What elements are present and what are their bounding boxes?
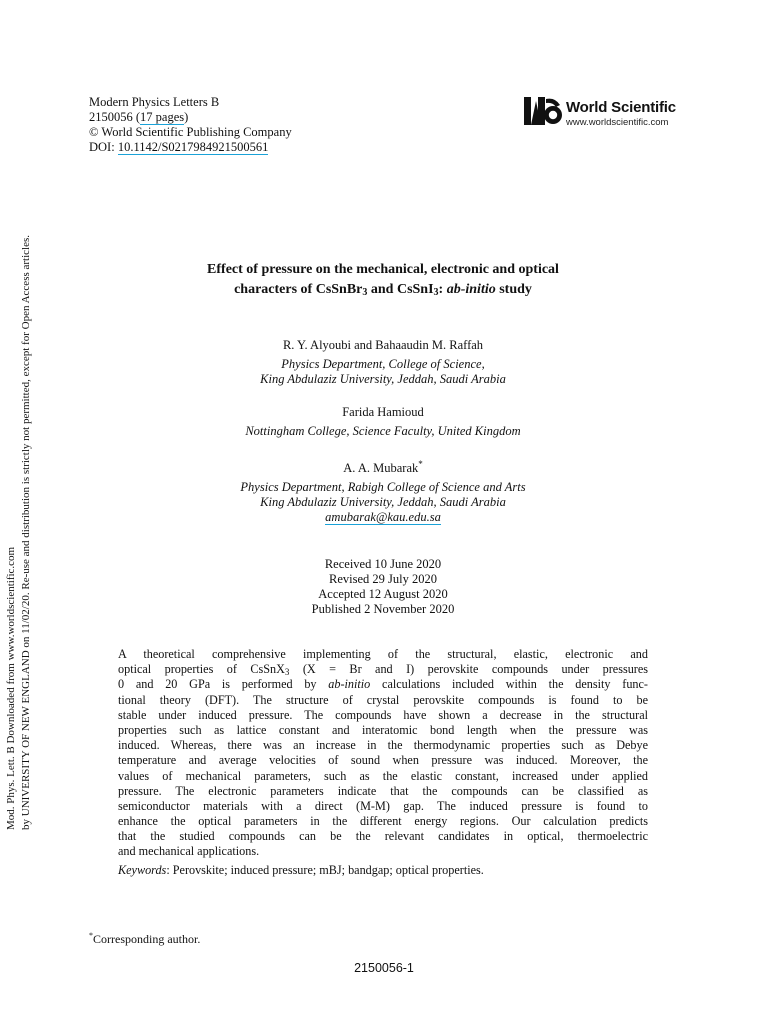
title-subscript-1: 3 bbox=[362, 287, 368, 298]
title-italic: ab-initio bbox=[446, 282, 496, 297]
pages-close-paren: ) bbox=[184, 110, 189, 124]
title-text-c: : bbox=[438, 282, 447, 297]
abstract-line: that the studied compounds can be the relevant candidates in optical, thermoelectric bbox=[118, 829, 648, 844]
author-group-3 bbox=[100, 457, 666, 525]
publication-dates bbox=[100, 557, 666, 617]
revised-date: Revised 29 July 2020 bbox=[329, 572, 437, 586]
publisher-url[interactable]: www.worldscientific.com bbox=[566, 117, 669, 128]
corresponding-marker: * bbox=[418, 459, 423, 469]
doi-label: DOI: bbox=[89, 140, 118, 154]
title-line-1: Effect of pressure on the mechanical, electronic and optical bbox=[207, 262, 559, 277]
abstract-line bbox=[118, 677, 648, 692]
keywords bbox=[118, 863, 484, 878]
download-notice bbox=[4, 180, 34, 830]
doi-line bbox=[89, 140, 292, 155]
keywords-label: Keywords bbox=[118, 863, 167, 877]
title-line-2 bbox=[100, 280, 666, 300]
title-text-a: characters of CsSnBr bbox=[234, 282, 363, 297]
abstract-line: temperature and average velocities of sound when pressure was induced. Moreover, the bbox=[118, 753, 648, 768]
abstract-line: enhance the optical parameters in the different energy regions. Our calculation predicts bbox=[118, 814, 648, 829]
abstract-line: induced. Whereas, there was an increase in the thermodynamic properties such as Debye bbox=[118, 738, 648, 753]
title-text-d: study bbox=[495, 282, 532, 297]
abstract-text: calculations included within the density func- bbox=[370, 677, 648, 692]
footnote bbox=[89, 928, 200, 947]
affiliation-line: Nottingham College, Science Faculty, United Kingdom bbox=[245, 424, 521, 438]
abstract-text: optical properties of CsSnX bbox=[118, 662, 285, 677]
footnote-marker: * bbox=[89, 931, 93, 940]
footnote-text: Corresponding author. bbox=[93, 932, 201, 946]
abstract-subscript: 3 bbox=[284, 667, 290, 678]
article-number: 2150056 bbox=[89, 110, 133, 124]
abstract-line: tional theory (DFT). The structure of crystal perovskite compounds is found to be bbox=[118, 692, 648, 707]
page-number: 2150056-1 bbox=[354, 961, 414, 975]
accepted-date: Accepted 12 August 2020 bbox=[318, 587, 448, 601]
article-number-line bbox=[89, 110, 292, 125]
author-names-line bbox=[100, 457, 666, 476]
affiliation-line: Physics Department, College of Science, bbox=[281, 357, 485, 371]
doi-link[interactable]: 10.1142/S0217984921500561 bbox=[117, 140, 269, 154]
keywords-separator: : bbox=[166, 863, 173, 877]
copyright-icon: © bbox=[89, 125, 99, 139]
pages-count-link[interactable]: 17 pages bbox=[140, 110, 185, 124]
abstract-line: and mechanical applications. bbox=[118, 844, 260, 859]
abstract-line bbox=[118, 662, 648, 677]
title-text-b: and CsSnI bbox=[367, 282, 434, 297]
abstract-text: (X = Br and I) perovskite compounds under pressures bbox=[289, 662, 648, 677]
abstract-line: A theoretical comprehensive implementing of the structural, elastic, electronic and bbox=[118, 647, 648, 661]
abstract-line: properties such as lattice constant and interatomic bond length when the pressure was bbox=[118, 722, 648, 737]
affiliation-line: King Abdulaziz University, Jeddah, Saudi Arabia bbox=[260, 372, 506, 386]
affiliation-line: Physics Department, Rabigh College of Science and Arts bbox=[240, 480, 526, 495]
abstract-line: pressure. The electronic parameters indicate that the compounds can be classified as bbox=[118, 783, 648, 798]
received-date: Received 10 June 2020 bbox=[324, 557, 442, 571]
abstract-line: semiconductor materials with a direct (M-M) gap. The induced pressure is found to bbox=[118, 798, 648, 813]
abstract-line: stable under induced pressure. The compounds have shown a decrease in the structural bbox=[118, 707, 648, 722]
author-group-1 bbox=[100, 338, 666, 387]
affiliation-line: King Abdulaziz University, Jeddah, Saudi Arabia bbox=[260, 495, 506, 510]
abstract-text: 0 and 20 GPa is performed by bbox=[118, 677, 329, 692]
journal-name: Modern Physics Letters B bbox=[89, 95, 220, 109]
keywords-text: Perovskite; induced pressure; mBJ; bandgap; optical properties. bbox=[172, 863, 484, 877]
copyright-text: World Scientific Publishing Company bbox=[101, 125, 292, 139]
paper-title bbox=[100, 260, 666, 300]
email-link[interactable]: amubarak@kau.edu.sa bbox=[325, 510, 441, 525]
author-names: Farida Hamioud bbox=[342, 405, 424, 419]
world-scientific-logo-icon bbox=[522, 95, 564, 129]
email-line bbox=[100, 510, 666, 525]
journal-header bbox=[89, 95, 292, 155]
download-notice-line2: by UNIVERSITY OF NEW ENGLAND on 11/02/20. Re-use and distribution is strictly not permitted, except for Open Access articles. bbox=[20, 234, 32, 830]
author-names: R. Y. Alyoubi and Bahaaudin M. Raffah bbox=[282, 338, 484, 352]
publisher-logo[interactable] bbox=[522, 95, 682, 131]
download-notice-line1: Mod. Phys. Lett. B Downloaded from www.worldscientific.com bbox=[5, 546, 17, 830]
title-subscript-2: 3 bbox=[433, 287, 439, 298]
copyright-line bbox=[89, 125, 292, 140]
author-group-2 bbox=[100, 405, 666, 439]
abstract-italic: ab-initio bbox=[328, 677, 371, 692]
published-date: Published 2 November 2020 bbox=[311, 602, 455, 616]
abstract bbox=[118, 647, 648, 860]
abstract-line: values of mechanical parameters, such as the elastic constant, increased under applied bbox=[118, 768, 648, 783]
publisher-name: World Scientific bbox=[566, 99, 676, 116]
author-names: A. A. Mubarak bbox=[343, 461, 419, 476]
pages-open-paren: ( bbox=[132, 110, 141, 124]
